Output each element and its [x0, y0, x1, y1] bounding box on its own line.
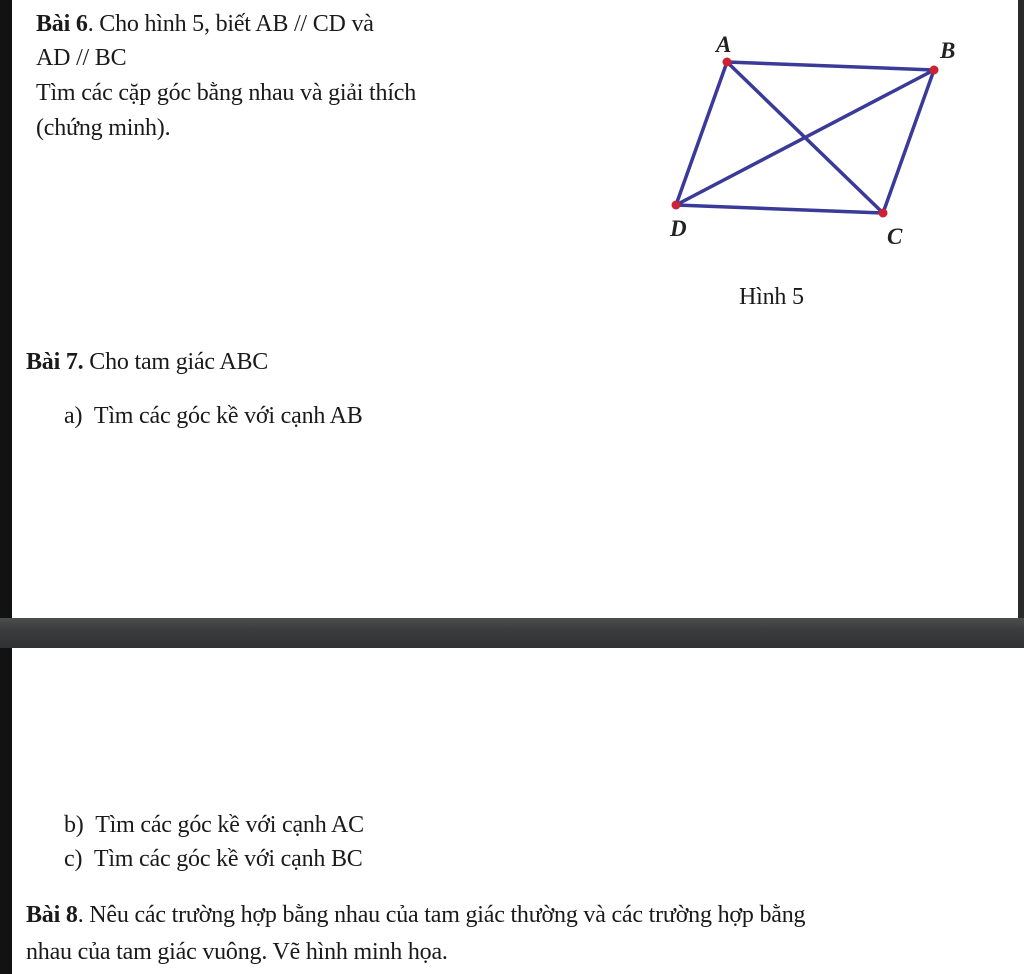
problem6-line1 [36, 8, 374, 40]
problem8-statement: . Nêu các trường hợp bằng nhau của tam giác thường và các trường hợp bằng [77, 902, 806, 928]
label-b: B [940, 38, 956, 63]
problem7-item-c [64, 843, 363, 875]
item-text: Tìm các góc kề với cạnh AC [95, 812, 364, 838]
figure-5 [652, 30, 972, 255]
point-b [930, 66, 939, 75]
point-d [672, 201, 681, 210]
parallelogram-diagram [652, 30, 972, 255]
problem6-question-cont: (chứng minh). [36, 115, 171, 141]
problem7-intro: Cho tam giác ABC [89, 349, 269, 375]
page-top-section [12, 0, 1018, 618]
page-bottom-section [12, 648, 1024, 974]
item-text: Tìm các góc kề với cạnh AB [93, 403, 363, 429]
item-marker: b) [64, 812, 84, 838]
problem8-line2: nhau của tam giác vuông. Vẽ hình minh họa. [26, 939, 448, 965]
problem7-title: Bài 7. [26, 349, 84, 375]
problem8-title: Bài 8 [26, 902, 78, 928]
label-d: D [670, 216, 687, 241]
problem7-item-b [64, 809, 364, 841]
problem6-question: Tìm các cặp góc bằng nhau và giải thích [36, 80, 417, 106]
segment-cd [676, 205, 883, 213]
item-text: Tìm các góc kề với cạnh BC [93, 846, 363, 872]
label-c: C [887, 224, 903, 249]
right-border [1018, 0, 1024, 618]
label-a: A [716, 32, 732, 57]
figure-caption: Hình 5 [739, 284, 804, 310]
left-border [0, 0, 12, 974]
point-c [879, 209, 888, 218]
diagonal-bd [676, 70, 934, 205]
problem7-line [26, 346, 268, 378]
problem6-line2: AD // BC [36, 45, 127, 71]
problem7-item-a [64, 400, 363, 432]
item-marker: a) [64, 403, 83, 429]
problem8-line1 [26, 899, 805, 931]
segment-ab [727, 62, 934, 70]
problem6-title: Bài 6 [36, 11, 88, 37]
page-break-bar [0, 618, 1024, 648]
point-a [723, 58, 732, 67]
problem6-statement: . Cho hình 5, biết AB // CD và [87, 11, 374, 37]
item-marker: c) [64, 846, 83, 872]
